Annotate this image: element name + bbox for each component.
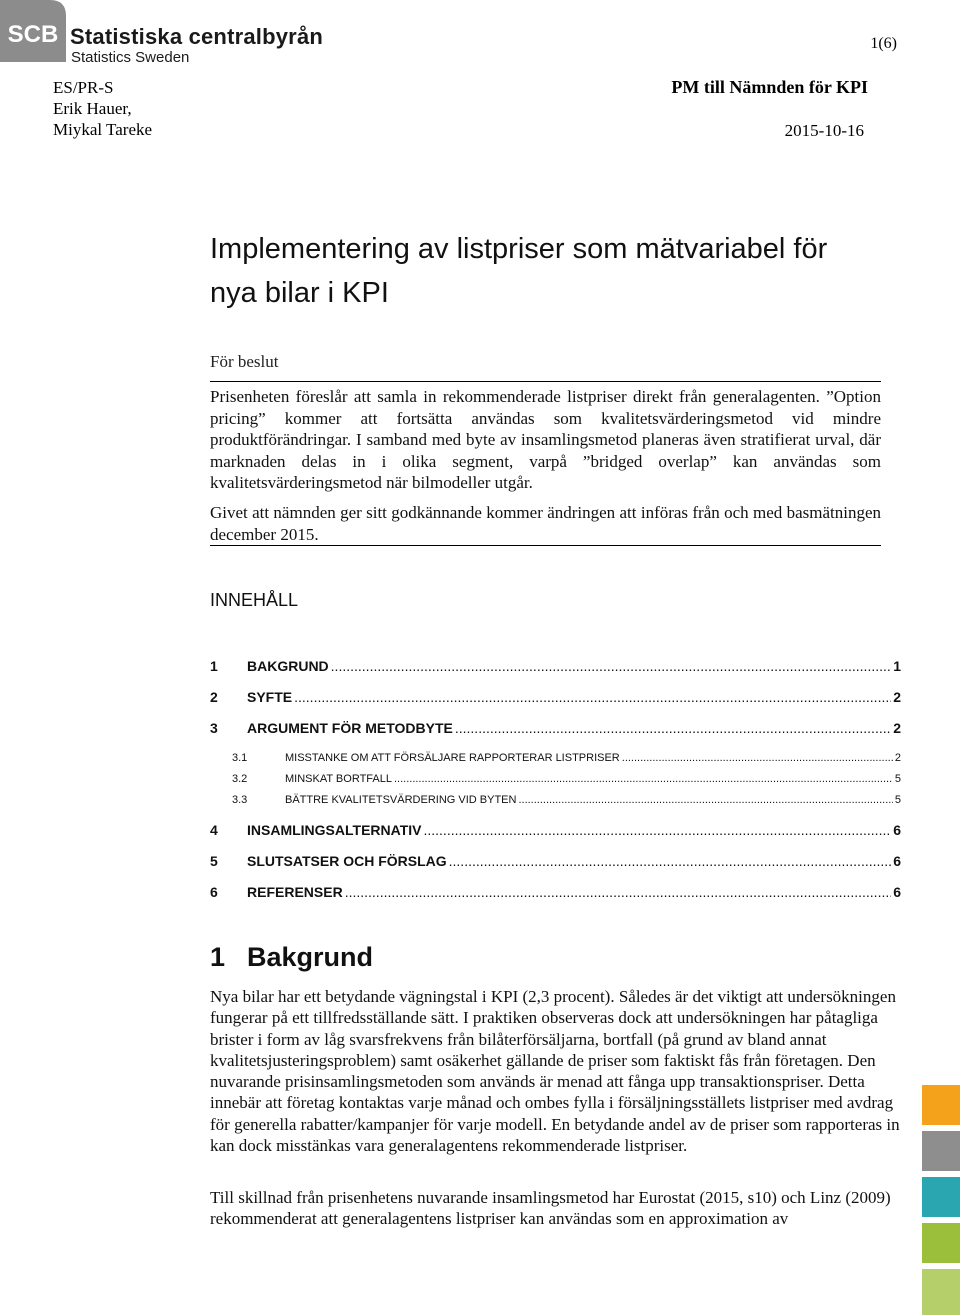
document-type: PM till Nämnden för KPI [671, 77, 868, 97]
toc-item-page: 2 [894, 752, 901, 764]
scb-logo-mark [0, 0, 66, 62]
toc-item-number: 3 [210, 720, 218, 736]
toc-leader [622, 752, 893, 764]
toc-item-page: 5 [894, 773, 901, 785]
toc-item-page: 5 [894, 794, 901, 806]
toc-heading: INNEHÅLL [210, 590, 299, 610]
color-tab-green [922, 1223, 960, 1263]
toc-item-label: ARGUMENT FÖR METODBYTE [247, 720, 453, 736]
toc-item-page: 1 [893, 658, 901, 674]
header-left [53, 77, 152, 140]
toc-item-page: 6 [893, 853, 901, 869]
section-paragraph-1: Nya bilar har ett betydande vägningstal i KPI (2,3 procent). Således är det viktigt att undersökningen fungerar på ett tillfredsställande sätt. I praktiken observeras dock att undersökningen har påtagliga brister i form av låg svarsfrekvens från bilåterförsäljarna, bortfall (på grund av bland annat kvalitetsjusteringsproblem) samt osäkerhet gällande de priser som faktiskt fås från företagen. Den nuvarande prisinsamlingsmetoden som används är menad att fånga upp transaktionspriser. Detta innebär att företag kontaktas varje månad och ombes fylla i försäljningsställets listpriser med avdrag för generella rabatter/kampanjer för varje modell. En betydande andel av de priser som rapporteras in kan dock misstänkas vara generalagentens rekommenderade listpriser. [210, 987, 900, 1156]
toc-item-number: 2 [210, 689, 218, 705]
toc-item-page: 6 [893, 822, 901, 838]
toc-item[interactable] [210, 853, 901, 869]
title-line-2: nya bilar i KPI [210, 277, 389, 309]
divider-top [210, 381, 881, 382]
title-line-1: Implementering av listpriser som mätvariabel för [210, 233, 828, 265]
toc-leader [423, 822, 891, 838]
toc-item[interactable] [210, 884, 901, 900]
toc-item-label: MINSKAT BORTFALL [285, 773, 392, 785]
toc-item[interactable] [210, 689, 901, 705]
author-1: Erik Hauer, [53, 99, 132, 118]
toc-item-page: 6 [893, 884, 901, 900]
toc-item[interactable] [210, 720, 901, 736]
toc-subitem[interactable] [210, 794, 901, 806]
toc-leader [345, 884, 892, 900]
logo-name: Statistiska centralbyrån [70, 24, 324, 49]
logo-subtitle: Statistics Sweden [71, 49, 190, 66]
toc-item[interactable] [210, 822, 901, 838]
toc-item-number: 3.3 [232, 794, 248, 806]
toc-item-label: SYFTE [247, 689, 293, 705]
document-date: 2015-10-16 [784, 121, 864, 140]
toc-item-label: REFERENSER [247, 884, 343, 900]
toc-subitem[interactable] [210, 752, 901, 764]
toc-item-page: 2 [893, 689, 901, 705]
toc-item[interactable] [210, 658, 901, 674]
toc-item-number: 5 [210, 853, 218, 869]
divider-bottom [210, 545, 881, 546]
toc-leader [449, 853, 892, 869]
toc-leader [331, 658, 892, 674]
department: ES/PR-S [53, 78, 114, 97]
toc-leader [455, 720, 891, 736]
toc-item-number: 3.2 [232, 773, 248, 785]
summary-paragraph-2: Givet att nämnden ger sitt godkännande kommer ändringen att införas från och med basmätningen december 2015. [210, 503, 881, 544]
toc-item-label: SLUTSATSER OCH FÖRSLAG [247, 853, 447, 869]
color-tab-gray [922, 1131, 960, 1171]
section-heading [210, 942, 373, 973]
toc-item-label: BAKGRUND [247, 658, 329, 674]
toc-item-label: BÄTTRE KVALITETSVÄRDERING VID BYTEN [285, 794, 517, 806]
author-2: Miykal Tareke [53, 120, 153, 139]
section-number: 1 [210, 942, 226, 972]
section-title: Bakgrund [247, 942, 374, 972]
toc-item-number: 3.1 [232, 752, 248, 764]
toc-subitem[interactable] [210, 773, 901, 785]
summary-paragraph-1: Prisenheten föreslår att samla in rekommenderade listpriser direkt från generalagenten. ”Option pricing” kommer att fortsätta användas som kvalitetsvärderingsmetod vid mindre produktförändringar. I samband med byte av insamlingsmetod planeras även stratifierat urval, där marknaden delas in i olika segment, varpå ”bridged overlap” kan användas som kvalitetsvärderingsmetod när bilmodeller utgår. [210, 387, 881, 492]
color-tab-light-green [922, 1269, 960, 1315]
logo-mark-text: SCB [7, 21, 59, 48]
toc-item-label: MISSTANKE OM ATT FÖRSÄLJARE RAPPORTERAR LISTPRISER [285, 752, 620, 764]
toc-item-number: 4 [210, 822, 218, 838]
toc-leader [394, 773, 893, 785]
decision-label: För beslut [210, 352, 279, 371]
section-paragraph-2: Till skillnad från prisenhetens nuvarande insamlingsmetod har Eurostat (2015, s10) och Linz (2009) rekommenderat att generalagentens listpriser kan användas som en approximation av [210, 1188, 891, 1229]
toc-leader [518, 794, 892, 806]
page-title [210, 227, 910, 315]
color-tab-teal [922, 1177, 960, 1217]
toc-item-page: 2 [893, 720, 901, 736]
page-number: 1(6) [870, 35, 897, 52]
toc-item-number: 6 [210, 884, 218, 900]
toc-item-number: 1 [210, 658, 218, 674]
toc-item-label: INSAMLINGSALTERNATIV [247, 822, 422, 838]
toc-leader [294, 689, 891, 705]
color-tab-orange [922, 1085, 960, 1125]
